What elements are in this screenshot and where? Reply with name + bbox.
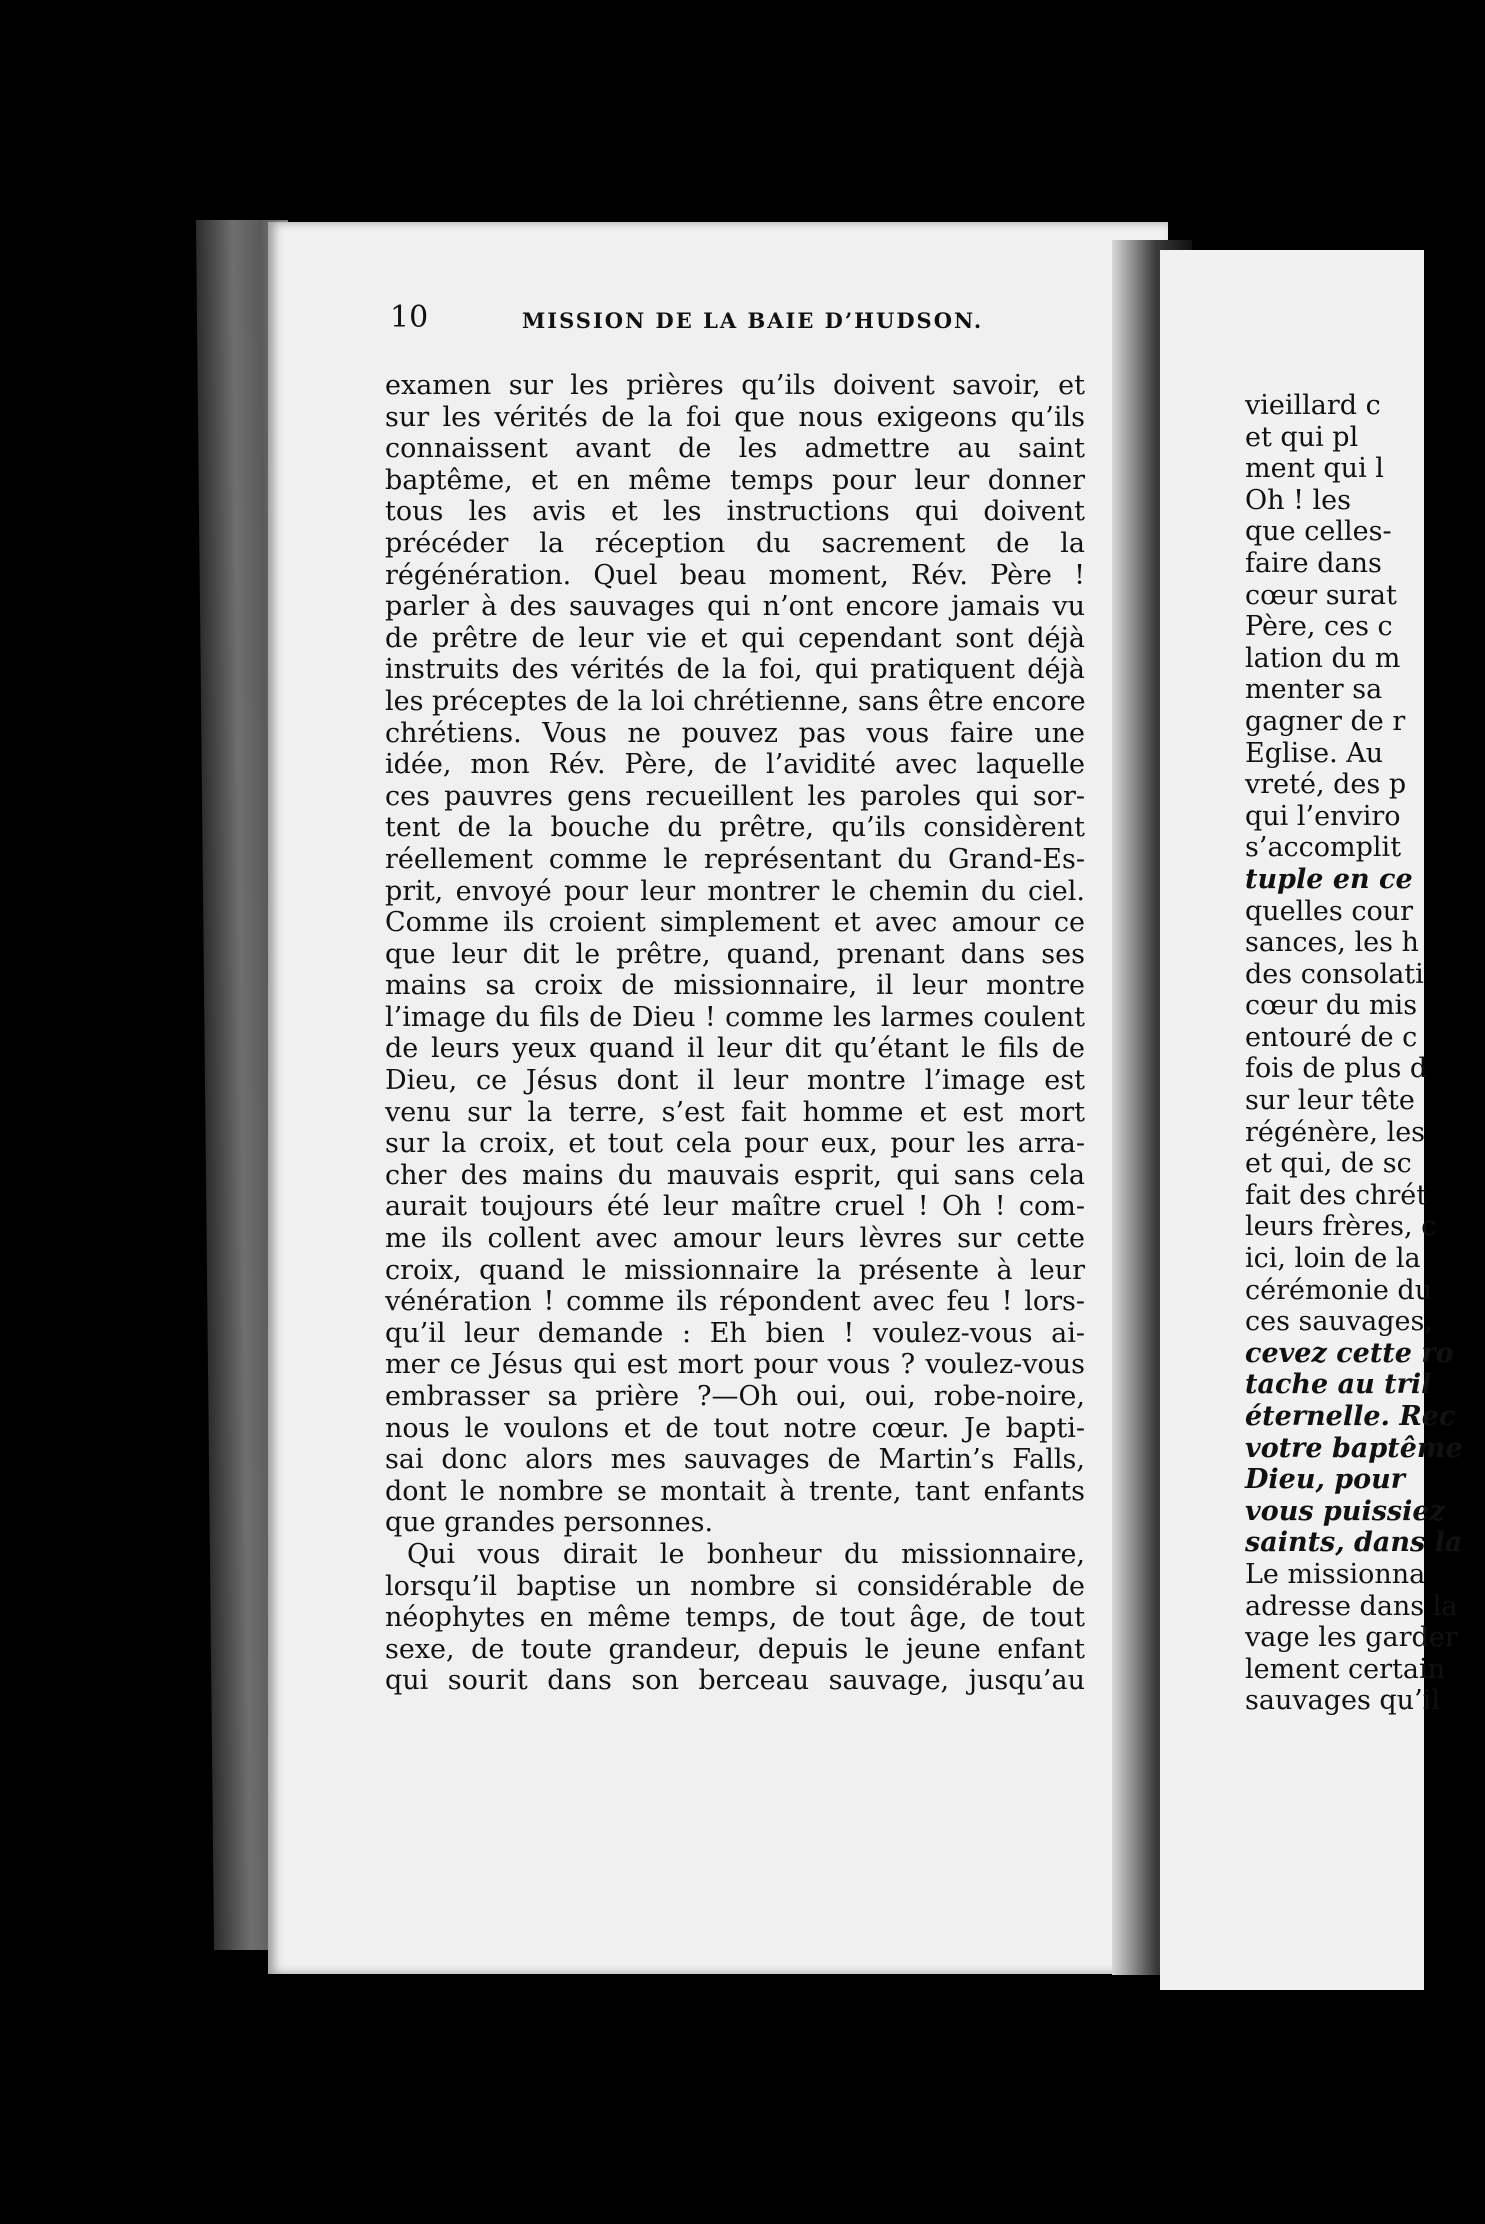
text-line: aurait toujours été leur maître cruel ! Oh ! com- [385,1191,1085,1223]
text-line: lorsqu’il baptise un nombre si considérable de [385,1570,1085,1602]
page-header [390,300,1090,344]
text-line: ici, loin de la [1245,1243,1421,1275]
text-line: prit, envoyé pour leur montrer le chemin du ciel. [385,875,1085,907]
text-line: connaissent avant de les admettre au saint [385,433,1085,465]
text-line: dont le nombre se montait à trente, tant enfants [385,1475,1085,1507]
text-line: Dieu, pour [1245,1464,1406,1496]
text-line: s’accomplit [1245,832,1402,864]
text-line: mer ce Jésus qui est mort pour vous ? voulez-vous [385,1349,1085,1381]
text-line: l’image du fils de Dieu ! comme les larmes coulent [385,1001,1085,1033]
text-line: venu sur la terre, s’est fait homme et est mort [385,1096,1085,1128]
page-number: 10 [390,300,429,335]
text-line: lement certain [1245,1653,1445,1685]
text-line: ment qui l [1245,453,1384,485]
text-line: tuple en ce [1245,863,1413,895]
text-line: sur leur tête [1245,1085,1415,1117]
text-line: tent de la bouche du prêtre, qu’ils considèrent [385,812,1085,844]
text-line: sur les vérités de la foi que nous exigeons qu’ils [385,401,1085,433]
text-line: cérémonie du [1245,1274,1433,1306]
text-line: entouré de c [1245,1021,1418,1053]
text-line: sauvages qu’il [1245,1685,1440,1717]
text-line: ces pauvres gens recueillent les paroles qui sor- [385,780,1085,812]
text-line: régénération. Quel beau moment, Rév. Père ! [385,559,1085,591]
text-line: idée, mon Rév. Père, de l’avidité avec laquelle [385,749,1085,781]
text-line: tache au tril [1245,1369,1432,1401]
text-line: que grandes personnes. [385,1507,714,1539]
text-line: Qui vous dirait le bonheur du missionnaire, [407,1538,1085,1570]
text-line: Comme ils croient simplement et avec amour ce [385,907,1085,939]
text-line: vieillard c [1245,390,1381,421]
text-line: qui l’enviro [1245,800,1401,832]
text-line: vénération ! comme ils répondent avec feu ! lors- [385,1286,1085,1318]
text-line: fait des chrét [1245,1179,1428,1211]
text-line: quelles cour [1245,895,1414,927]
text-line: sexe, de toute grandeur, depuis le jeune enfant [385,1633,1085,1665]
right-page-body-text [1245,390,1485,1717]
text-line: éternelle. Rec [1245,1401,1456,1432]
text-line: croix, quand le missionnaire la présente à leur [385,1254,1085,1286]
text-line: menter sa [1245,674,1383,706]
text-line: tous les avis et les instructions qui doivent [385,496,1085,528]
text-line: Le missionna [1245,1558,1426,1590]
text-line: cevez cette ro [1245,1337,1454,1369]
text-line: régénère, les [1245,1116,1426,1148]
text-line: de prêtre de leur vie et qui cependant sont déjà [385,622,1085,654]
text-line: mains sa croix de missionnaire, il leur montre [385,970,1085,1002]
left-page-body-text [385,370,1085,1697]
text-line: cœur surat [1245,579,1397,611]
text-line: et qui pl [1245,421,1359,453]
text-line: leurs frères, c [1245,1211,1437,1243]
text-line: Dieu, ce Jésus dont il leur montre l’image est [385,1065,1085,1097]
text-line: gagner de r [1245,705,1406,737]
text-line: que leur dit le prêtre, quand, prenant dans ses [385,938,1085,970]
text-line: faire dans [1245,547,1382,579]
text-line: sances, les h [1245,927,1419,959]
running-title: MISSION DE LA BAIE D’HUDSON. [522,308,984,333]
text-line: baptême, et en même temps pour leur donner [385,464,1085,496]
text-line: vous puissiez [1245,1495,1445,1527]
text-line: chrétiens. Vous ne pouvez pas vous faire une [385,717,1085,749]
text-line: nous le voulons et de tout notre cœur. Je bapti- [385,1412,1085,1444]
text-line: parler à des sauvages qui n’ont encore jamais vu [385,591,1085,623]
text-line: me ils collent avec amour leurs lèvres sur cette [385,1223,1085,1255]
text-line: embrasser sa prière ?—Oh oui, oui, robe-noire, [385,1381,1085,1412]
text-line: réellement comme le représentant du Grand-Es- [385,843,1085,875]
text-line: qui sourit dans son berceau sauvage, jusqu’au [385,1665,1085,1697]
text-line: adresse dans la [1245,1590,1458,1622]
text-line: instruits des vérités de la foi, qui pratiquent déjà [385,654,1085,686]
text-line: et qui, de sc [1245,1148,1412,1180]
text-line: néophytes en même temps, de tout âge, de tout [385,1602,1085,1634]
text-line: lation du m [1245,642,1401,674]
text-line: vreté, des p [1245,769,1407,801]
text-line: précéder la réception du sacrement de la [385,527,1085,559]
text-line: examen sur les prières qu’ils doivent savoir, et [385,370,1085,401]
text-line: sai donc alors mes sauvages de Martin’s Falls, [385,1444,1085,1476]
text-line: ces sauvages, [1245,1306,1433,1338]
text-line: vage les garder [1245,1622,1458,1654]
text-line: que celles- [1245,516,1392,548]
text-line: saints, dans la [1245,1527,1463,1559]
text-line: fois de plus d [1245,1053,1428,1085]
text-line: des consolati [1245,958,1424,990]
text-line: sur la croix, et tout cela pour eux, pour les arra- [385,1128,1085,1160]
text-line: Père, ces c [1245,611,1393,643]
text-line: cœur du mis [1245,990,1418,1022]
text-line: votre baptême [1245,1432,1463,1464]
text-line: Eglise. Au [1245,737,1384,769]
text-line: qu’il leur demande : Eh bien ! voulez-vous ai- [385,1317,1085,1349]
text-line: Oh ! les [1245,484,1352,516]
text-line: cher des mains du mauvais esprit, qui sans cela [385,1159,1085,1191]
text-line: les préceptes de la loi chrétienne, sans être encore [385,685,1086,717]
text-line: de leurs yeux quand il leur dit qu’étant le fils de [385,1033,1085,1065]
